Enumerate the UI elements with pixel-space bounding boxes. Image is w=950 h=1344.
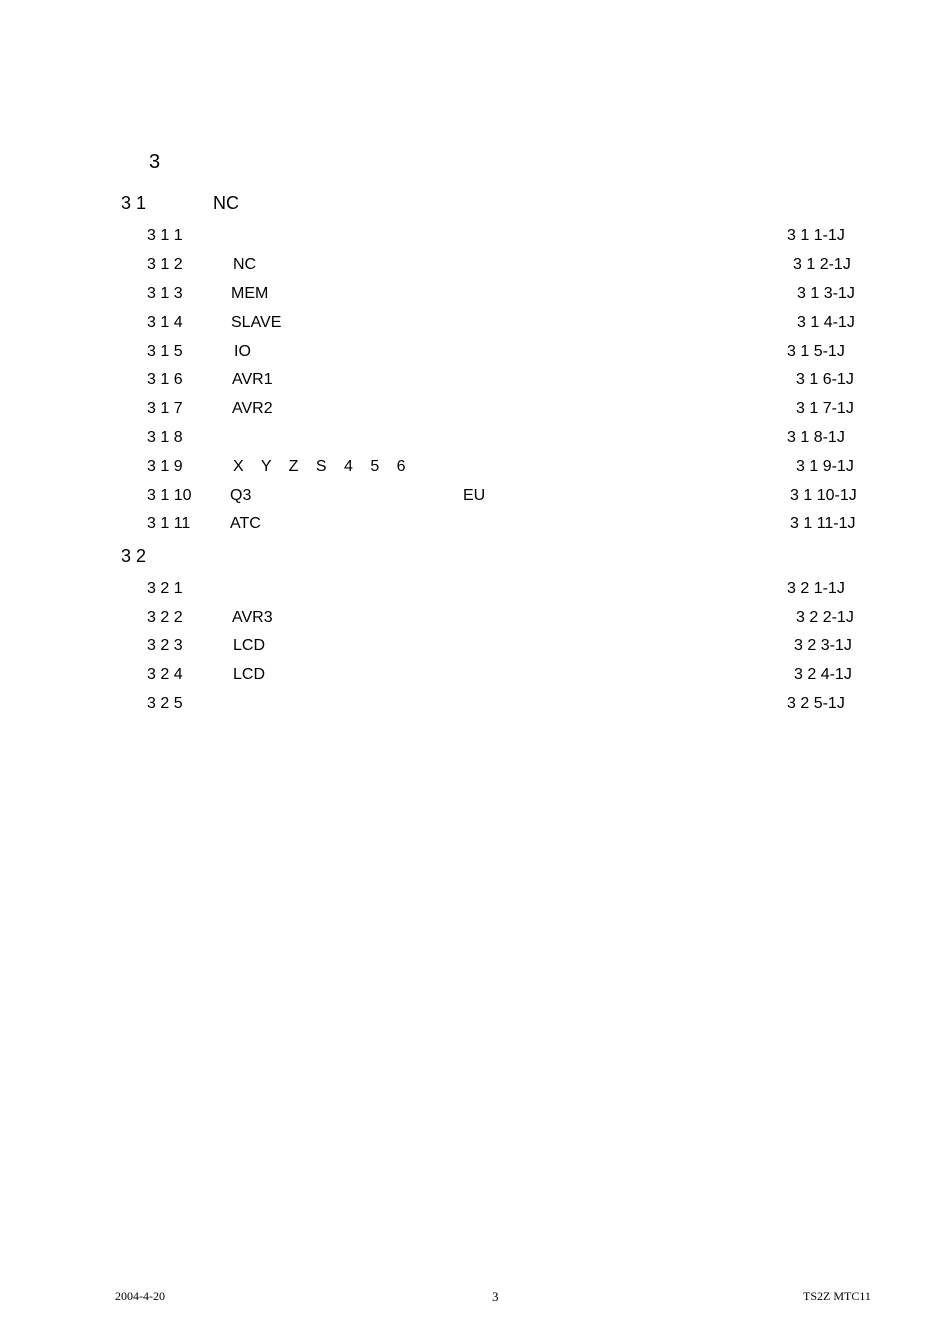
toc-entry-page: 3 1 11-1J <box>790 515 856 532</box>
section-number: 3 2 <box>121 546 147 566</box>
footer-date: 2004-4-20 <box>115 1289 165 1303</box>
section-title: NC <box>213 193 239 213</box>
toc-entry-title: AVR2 <box>232 400 273 417</box>
toc-entry-number: 3 1 2 <box>147 256 183 273</box>
toc-entry-title: AVR1 <box>232 371 273 388</box>
toc-entry-page: 3 2 2-1J <box>796 609 854 626</box>
toc-entry-number: 3 1 6 <box>147 371 183 388</box>
footer-doc-code: TS2Z MTC11 <box>803 1289 871 1303</box>
section-number: 3 1 <box>121 193 147 213</box>
toc-entry-title: LCD <box>233 637 266 654</box>
toc-entry-number: 3 2 1 <box>147 580 183 597</box>
toc-entry-page: 3 1 7-1J <box>796 400 854 417</box>
toc-entry-title-extra: EU <box>463 487 486 504</box>
toc-entry-page: 3 1 4-1J <box>797 314 855 331</box>
toc-entry-number: 3 1 8 <box>147 429 183 446</box>
footer-page-number: 3 <box>492 1289 499 1304</box>
toc-entry-title: IO <box>234 343 251 360</box>
toc-entry-page: 3 1 5-1J <box>787 343 845 360</box>
toc-entry-number: 3 1 10 <box>147 487 192 504</box>
toc-entry-number: 3 2 4 <box>147 666 183 683</box>
toc-entry-page: 3 1 3-1J <box>797 285 855 302</box>
toc-entry-title: X Y Z S 4 5 6 <box>233 458 406 475</box>
toc-entry-page: 3 1 1-1J <box>787 227 845 244</box>
toc-entry-number: 3 1 4 <box>147 314 183 331</box>
toc-entry-page: 3 2 1-1J <box>787 580 845 597</box>
toc-entry-number: 3 1 11 <box>147 515 191 532</box>
toc-entry-number: 3 1 1 <box>147 227 183 244</box>
toc-entry-page: 3 1 9-1J <box>796 458 854 475</box>
toc-entry-number: 3 2 5 <box>147 695 183 712</box>
toc-entry-title: SLAVE <box>231 314 282 331</box>
toc-entry-page: 3 1 8-1J <box>787 429 845 446</box>
toc-entry-title: Q3 <box>230 487 252 504</box>
toc-entry-page: 3 2 5-1J <box>787 695 845 712</box>
toc-entry-number: 3 1 3 <box>147 285 183 302</box>
toc-entry-page: 3 1 2-1J <box>793 256 851 273</box>
toc-entry-number: 3 1 9 <box>147 458 183 475</box>
toc-entry-page: 3 1 6-1J <box>796 371 854 388</box>
toc-entry-page: 3 2 3-1J <box>794 637 852 654</box>
toc-entry-title: AVR3 <box>232 609 273 626</box>
toc-entry-title: LCD <box>233 666 266 683</box>
toc-entry-title: MEM <box>231 285 269 302</box>
toc-entry-number: 3 1 5 <box>147 343 183 360</box>
toc-entry-title: NC <box>233 256 257 273</box>
toc-entry-number: 3 1 7 <box>147 400 183 417</box>
toc-entry-page: 3 1 10-1J <box>790 487 857 504</box>
toc-entry-number: 3 2 3 <box>147 637 183 654</box>
toc-entry-title: ATC <box>230 515 261 532</box>
toc-entry-number: 3 2 2 <box>147 609 183 626</box>
toc-entry-page: 3 2 4-1J <box>794 666 852 683</box>
chapter-number: 3 <box>149 151 161 173</box>
